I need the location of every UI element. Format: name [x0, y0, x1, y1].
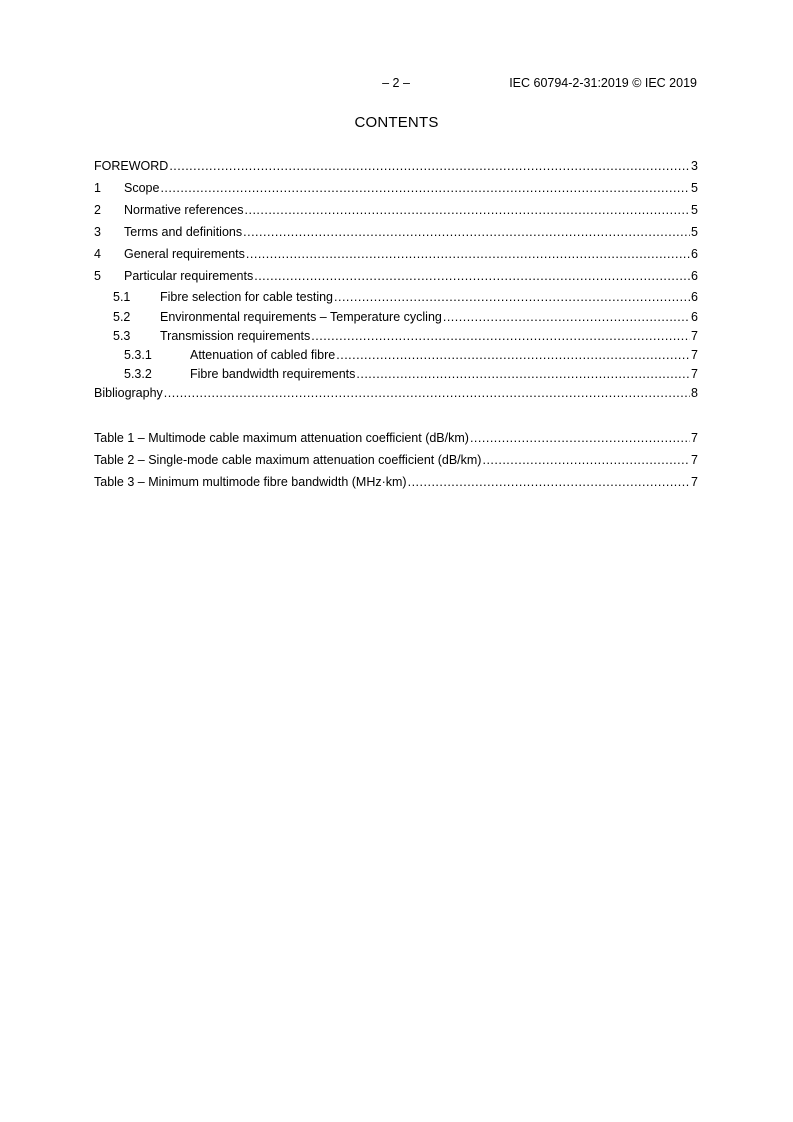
dot-leader	[160, 180, 690, 196]
dot-leader	[336, 347, 690, 363]
toc-entry-label: Terms and definitions	[124, 225, 243, 239]
toc-entry-page: 5	[691, 203, 698, 217]
toc-entry-page: 6	[691, 290, 698, 304]
dot-leader	[311, 328, 690, 344]
table-list-label: Table 1 – Multimode cable maximum attenuation coefficient (dB/km)	[94, 431, 469, 445]
toc-entry-number: 5.3.2	[124, 367, 152, 381]
toc-entry-label: Scope	[124, 181, 160, 195]
table-of-contents	[94, 158, 698, 404]
toc-entry-foreword[interactable]	[94, 158, 698, 180]
dot-leader	[246, 246, 690, 262]
toc-entry-number: 1	[94, 181, 101, 195]
dot-leader	[169, 158, 690, 174]
dot-leader	[443, 309, 690, 325]
toc-entry-label: Transmission requirements	[160, 329, 311, 343]
dot-leader	[356, 366, 690, 382]
toc-entry-label: Fibre bandwidth requirements	[190, 367, 356, 381]
toc-entry-general-requirements[interactable]	[94, 246, 698, 268]
toc-entry-label: Fibre selection for cable testing	[160, 290, 334, 304]
dot-leader	[470, 430, 690, 446]
toc-entry-number: 5.3	[113, 329, 131, 343]
dot-leader	[334, 289, 690, 305]
toc-entry-fibre-bandwidth[interactable]	[94, 366, 698, 385]
toc-entry-page: 5	[691, 181, 698, 195]
toc-entry-normative-references[interactable]	[94, 202, 698, 224]
toc-entry-page: 3	[691, 159, 698, 173]
page-number: – 2 –	[382, 76, 410, 90]
toc-entry-attenuation[interactable]	[94, 347, 698, 366]
toc-entry-terms-and-definitions[interactable]	[94, 224, 698, 246]
list-of-tables	[94, 430, 698, 496]
toc-entry-page: 7	[691, 367, 698, 381]
toc-entry-transmission-requirements[interactable]	[94, 328, 698, 347]
document-reference: IEC 60794-2-31:2019 © IEC 2019	[509, 76, 697, 90]
toc-entry-page: 7	[691, 348, 698, 362]
table-list-label: Table 3 – Minimum multimode fibre bandwidth (MHz·km)	[94, 475, 407, 489]
page-title: CONTENTS	[354, 114, 439, 131]
toc-entry-environmental-requirements[interactable]	[94, 309, 698, 328]
toc-entry-page: 6	[691, 247, 698, 261]
toc-entry-number: 5	[94, 269, 101, 283]
table-list-page: 7	[691, 453, 698, 467]
dot-leader	[164, 385, 690, 401]
toc-entry-number: 3	[94, 225, 101, 239]
dot-leader	[408, 474, 690, 490]
toc-entry-fibre-selection[interactable]	[94, 289, 698, 309]
toc-entry-page: 7	[691, 329, 698, 343]
toc-entry-label: General requirements	[124, 247, 245, 261]
dot-leader	[243, 224, 690, 240]
toc-entry-number: 5.3.1	[124, 348, 152, 362]
toc-entry-number: 5.1	[113, 290, 131, 304]
toc-entry-label: Attenuation of cabled fibre	[190, 348, 336, 362]
toc-entry-page: 8	[691, 386, 698, 400]
toc-entry-label: FOREWORD	[94, 159, 169, 173]
toc-entry-label: Normative references	[124, 203, 244, 217]
toc-entry-page: 5	[691, 225, 698, 239]
toc-entry-number: 2	[94, 203, 101, 217]
toc-entry-scope[interactable]	[94, 180, 698, 202]
toc-entry-bibliography[interactable]	[94, 385, 698, 404]
table-list-entry-1[interactable]	[94, 430, 698, 452]
dot-leader	[482, 452, 690, 468]
table-list-entry-2[interactable]	[94, 452, 698, 474]
toc-entry-number: 5.2	[113, 310, 131, 324]
dot-leader	[245, 202, 691, 218]
toc-entry-label: Environmental requirements – Temperature cycling	[160, 310, 442, 324]
table-list-page: 7	[691, 431, 698, 445]
dot-leader	[254, 268, 690, 284]
toc-entry-page: 6	[691, 310, 698, 324]
toc-entry-page: 6	[691, 269, 698, 283]
table-list-entry-3[interactable]	[94, 474, 698, 496]
toc-entry-label: Particular requirements	[124, 269, 254, 283]
toc-entry-label: Bibliography	[94, 386, 163, 400]
toc-entry-particular-requirements[interactable]	[94, 268, 698, 289]
toc-entry-number: 4	[94, 247, 101, 261]
page-header	[0, 76, 793, 92]
table-list-page: 7	[691, 475, 698, 489]
table-list-label: Table 2 – Single-mode cable maximum attenuation coefficient (dB/km)	[94, 453, 482, 467]
